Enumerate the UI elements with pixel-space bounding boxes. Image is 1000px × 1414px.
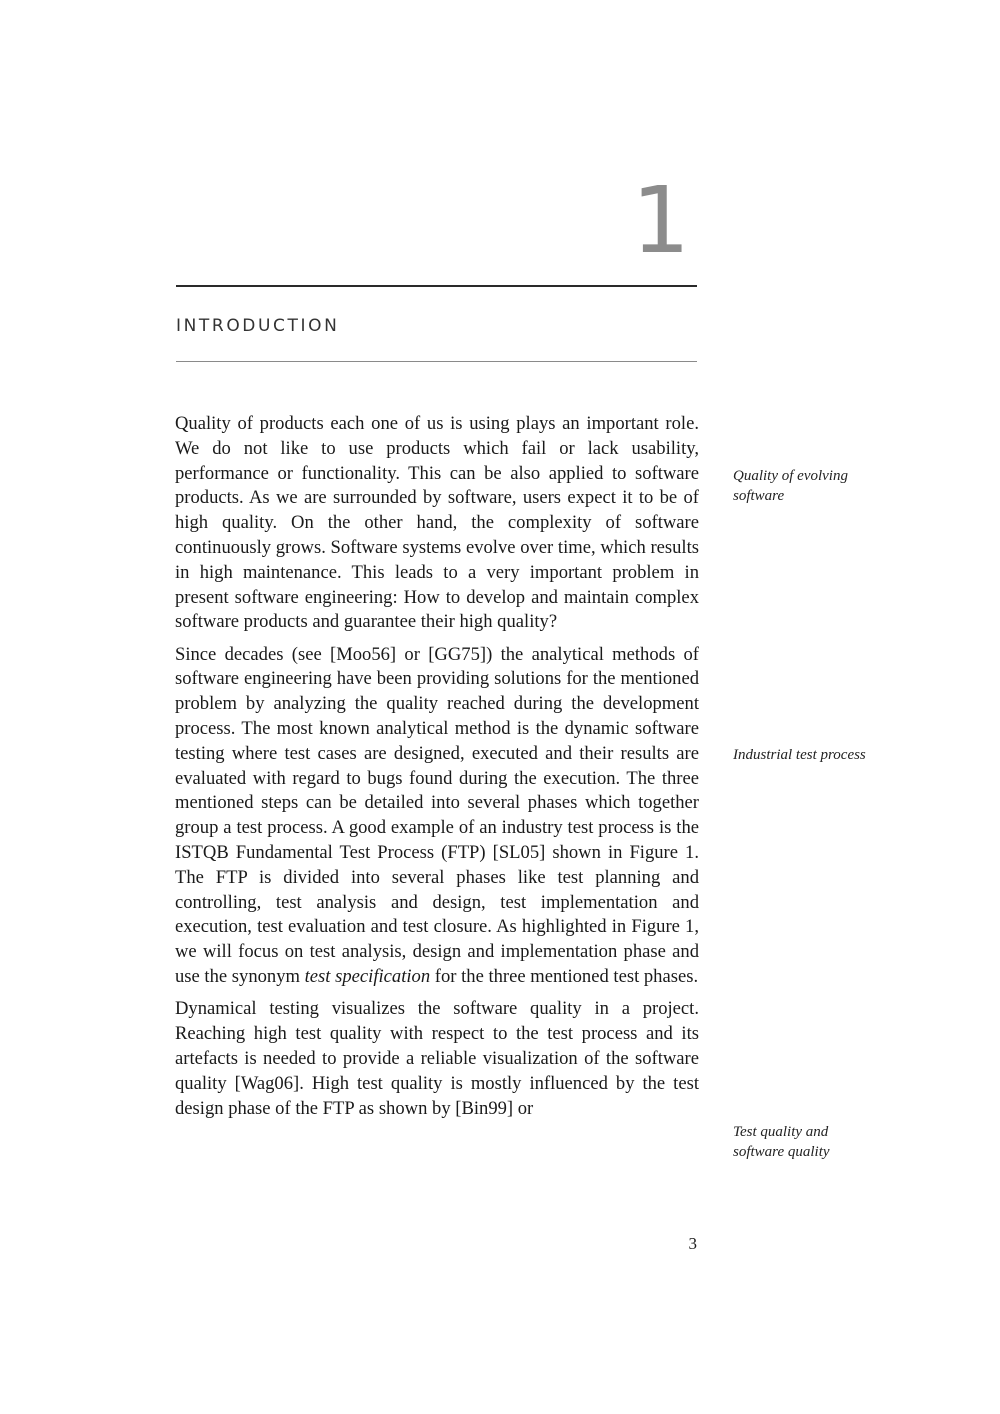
text-run: or <box>513 1097 534 1119</box>
citation-bin99[interactable]: [Bin99] <box>455 1097 514 1119</box>
text-run: . High test quality is mostly influenced by the test design phase of the FTP as shown by <box>175 1072 699 1119</box>
paragraph-analytical-methods <box>175 643 699 990</box>
text-run: Dynamical testing visualizes the software quality in a project. Reaching high test quality with respect to the test process and its artefacts is needed to provide a reliable visualization of the software quality <box>175 998 699 1094</box>
emphasized-term: test specification <box>304 966 431 988</box>
chapter-top-rule <box>176 285 697 287</box>
citation-sl05[interactable]: [SL05] <box>492 842 546 864</box>
text-run: ) the analytical methods of software engineering have been providing solutions for the mentioned problem by analyzing the quality reached during the development process. The most known analytical method is the dynamic software testing where test cases are designed, executed and their results are evaluated with regard to bugs found during the execution. The three mentioned steps can be detailed into several phases which together group a test process. A good example of an industry test process is the ISTQB Fundamental Test Process (FTP) <box>175 643 699 864</box>
figure-reference[interactable]: 1 <box>685 842 695 864</box>
paragraph-quality-of-products: Quality of products each one of us is using plays an important role. We do not like to use products which fail or lack usability, performance or functionality. This can be also applied to software products. As we are surrounded by software, users expect it to be of high quality. On the other hand, the complexity of software continuously grows. Software systems evolve over time, which results in high maintenance. This leads to a very important problem in present software engineering: How to develop and maintain complex software products and guarantee their high quality? <box>175 413 699 633</box>
text-run: or <box>396 643 429 665</box>
citation-gg75[interactable]: [GG75] <box>428 643 487 665</box>
citation-wag06[interactable]: [Wag06] <box>234 1072 300 1094</box>
chapter-bottom-rule <box>176 361 697 362</box>
body-text <box>175 412 699 1129</box>
text-run: shown in Figure <box>545 842 686 864</box>
text-run: , we will focus on test analysis, design and implementation phase and use the synonym <box>175 916 699 988</box>
text-run: Since decades (see <box>175 643 331 665</box>
text-run: for the three mentioned test phases. <box>430 966 699 988</box>
paragraph-dynamical-testing <box>175 997 699 1121</box>
text-run: . The FTP is divided into several phases like test planning and controlling, test analysis and design, test implementation and execution, test evaluation and test closure. As highlighted in Figure <box>175 842 699 938</box>
page-number: 3 <box>688 1234 697 1253</box>
figure-reference[interactable]: 1 <box>685 916 695 938</box>
citation-moo56[interactable]: [Moo56] <box>330 643 397 665</box>
chapter-title: INTRODUCTION <box>176 316 340 336</box>
margin-note-test-process: Industrial test process <box>733 747 866 763</box>
margin-note-quality: Quality of evolving software <box>733 468 848 504</box>
chapter-number: 1 <box>631 167 690 274</box>
margin-note-test-quality: Test quality and software quality <box>733 1124 830 1160</box>
